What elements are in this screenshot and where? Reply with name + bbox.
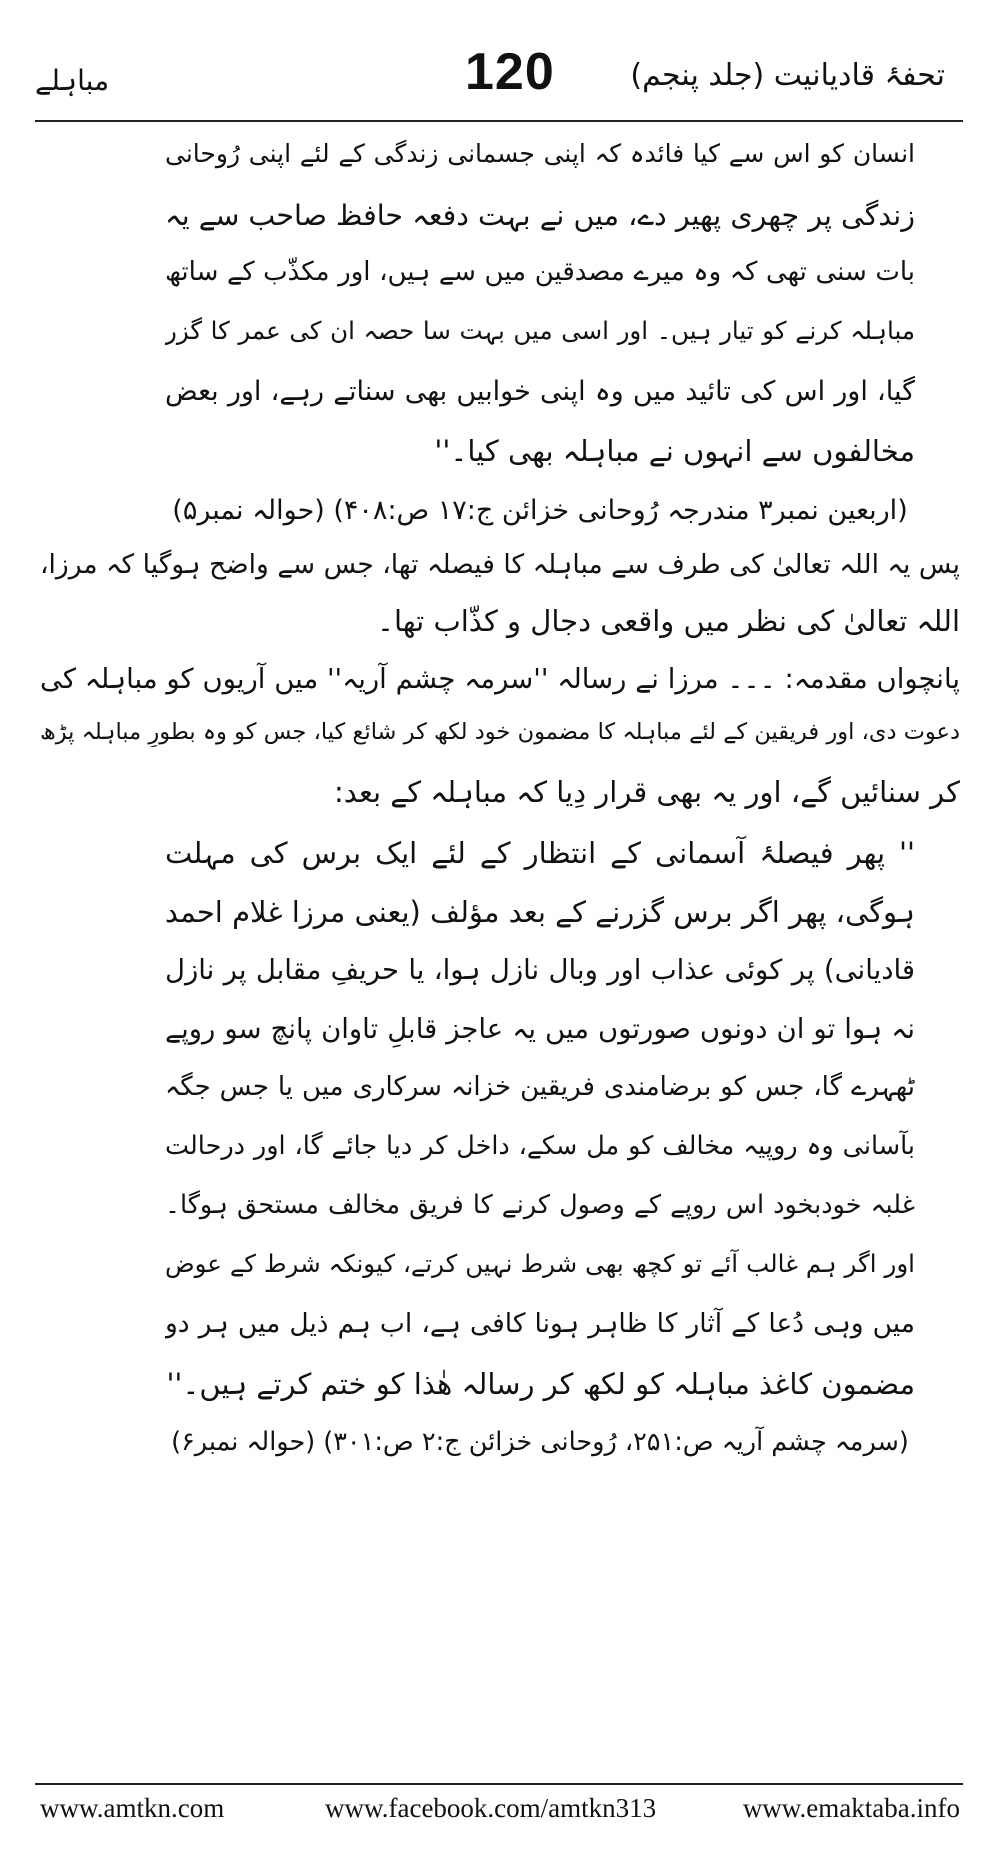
- quote-line: '' پھر فیصلۂ آسمانی کے انتظار کے لئے ایک برس کی مہلت: [165, 836, 915, 870]
- section-heading-line: پانچواں مقدمہ: ۔۔۔ مرزا نے رسالہ ''سرمہ چشم آریہ'' میں آریوں کو مباہلہ کی: [40, 663, 960, 695]
- quote-line: نہ ہوا تو ان دونوں صورتوں میں یہ عاجز قابلِ تاوان پانچ سو روپے: [165, 1013, 915, 1045]
- citation: (اربعین نمبر۳ مندرجہ رُوحانی خزائن ج:۱۷ ص:۴۰۸) (حوالہ نمبر۵): [172, 495, 908, 526]
- footer-link-amtkn[interactable]: www.amtkn.com: [40, 1793, 225, 1823]
- quote-line: قادیانی) پر کوئی عذاب اور وبال نازل ہوا، یا حریفِ مقابل پر نازل: [165, 954, 915, 986]
- text-line: دعوت دی، اور فریقین کے لئے مباہلہ کا مضمون خود لکھ کر شائع کیا، جس کو وہ بطورِ مباہلہ پڑھ: [40, 719, 960, 745]
- citation: (سرمہ چشم آریہ ص:۲۵۱، رُوحانی خزائن ج:۲ ص:۳۰۱) (حوالہ نمبر۶): [171, 1427, 909, 1457]
- quote-line: بآسانی وہ روپیہ مخالف کو مل سکے، داخل کر دیا جائے گا، اور درحالت: [165, 1131, 915, 1161]
- quote-line: ہوگی، پھر اگر برس گزرنے کے بعد مؤلف (یعنی مرزا غلام احمد: [165, 895, 915, 929]
- footer-link-emaktaba[interactable]: www.emaktaba.info: [742, 1793, 960, 1823]
- quote-line: اور اگر ہم غالب آئے تو کچھ بھی شرط نہیں کرتے، کیونکہ شرط کے عوض: [165, 1249, 915, 1278]
- text-line: پس یہ اللہ تعالیٰ کی طرف سے مباہلہ کا فیصلہ تھا، جس سے واضح ہوگیا کہ مرزا،: [40, 549, 960, 580]
- text-line: انسان کو اس سے کیا فائدہ کہ اپنی جسمانی زندگی کے لئے اپنی رُوحانی: [165, 139, 915, 168]
- text-line: زندگی پر چھری پھیر دے، میں نے بہت دفعہ حافظ صاحب سے یہ: [165, 199, 915, 232]
- quote-line: میں وہی دُعا کے آثار کا ظاہر ہونا کافی ہے، اب ہم ذیل میں ہر دو: [165, 1308, 915, 1339]
- text-line: مباہلہ کرنے کو تیار ہیں۔ اور اسی میں بہت سا حصہ ان کی عمر کا گزر: [165, 316, 915, 345]
- book-title: تحفۂ قادیانیت (جلد پنجم): [630, 58, 945, 93]
- text-line: بات سنی تھی کہ وہ میرے مصدقین میں سے ہیں، اور مکذّب کے ساتھ: [165, 257, 915, 287]
- quote-line: ٹھہرے گا، جس کو برضامندی فریقین خزانہ سرکاری میں یا جس جگہ: [165, 1072, 915, 1102]
- footer-link-facebook[interactable]: www.facebook.com/amtkn313: [325, 1793, 657, 1823]
- text-line: مخالفوں سے انہوں نے مباہلہ بھی کیا۔'': [434, 434, 915, 468]
- quote-line: غلبہ خودبخود اس روپے کے وصول کرنے کا فریق مخالف مستحق ہوگا۔: [165, 1190, 915, 1220]
- quote-line: مضمون کاغذ مباہلہ کو لکھ کر رسالہ ھٰذا کو ختم کرتے ہیں۔'': [166, 1367, 915, 1401]
- page-number: 120: [465, 43, 555, 101]
- text-line: گیا، اور اس کی تائید میں وہ اپنی خوابیں بھی سناتے رہے، اور بعض: [165, 376, 915, 407]
- header-divider: [35, 120, 963, 122]
- text-line: اللہ تعالیٰ کی نظر میں واقعی دجال و کذّاب تھا۔: [376, 604, 960, 638]
- text-line: کر سنائیں گے، اور یہ بھی قرار دِیا کہ مباہلہ کے بعد:: [334, 775, 960, 809]
- section-title: مباہلے: [35, 64, 110, 97]
- footer-divider: [35, 1783, 963, 1785]
